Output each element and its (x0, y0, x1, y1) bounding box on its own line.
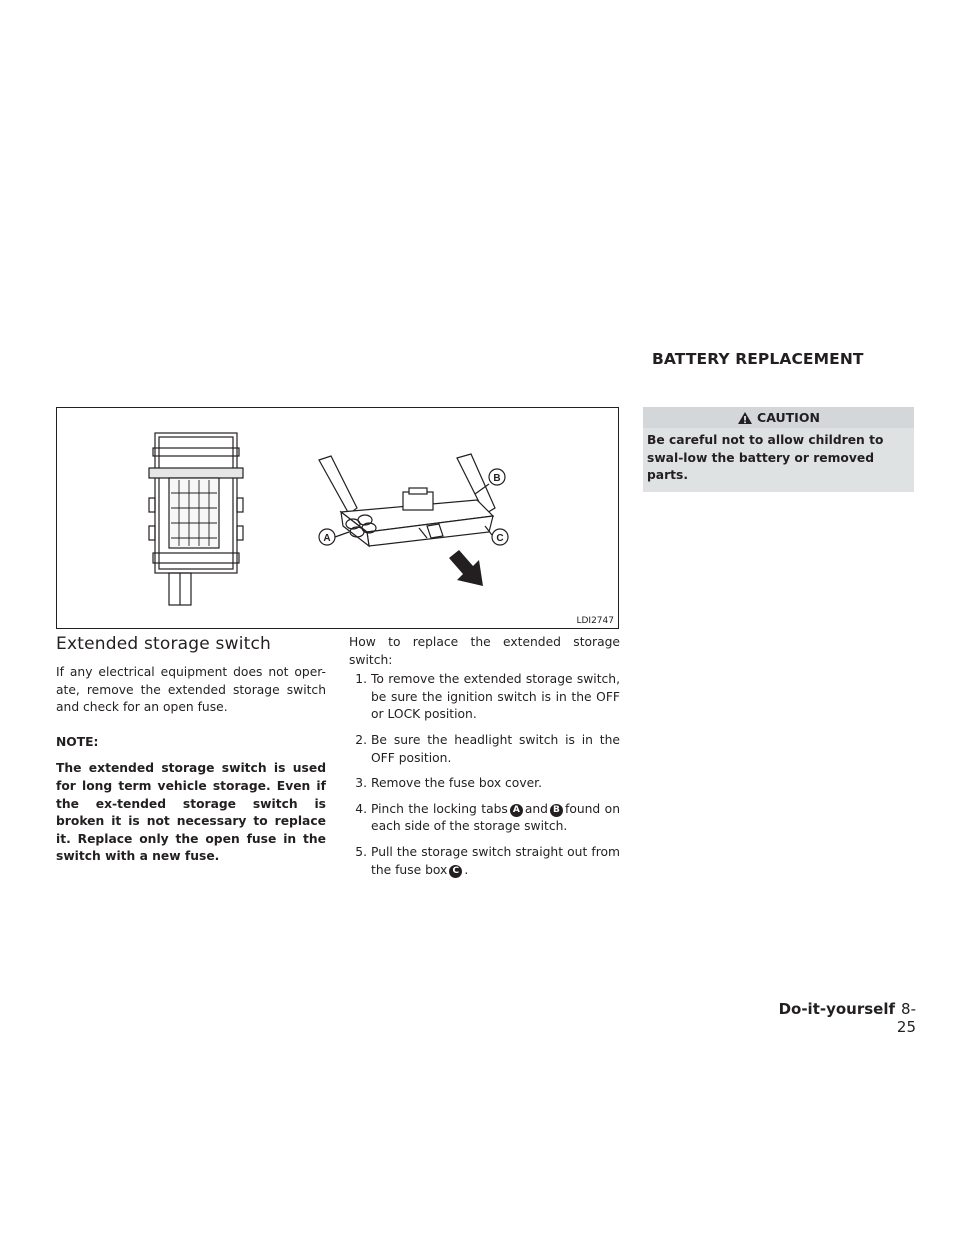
section-heading: BATTERY REPLACEMENT (652, 350, 864, 368)
caution-box (643, 407, 914, 492)
callout-b-label: B (493, 473, 501, 484)
left-column (56, 634, 326, 866)
direction-arrow-icon (449, 550, 483, 586)
caution-text: Be careful not to allow children to swal-low the battery or removed parts. (647, 433, 884, 483)
callout-c-label: C (496, 533, 504, 544)
callout-a-icon: A (510, 804, 523, 817)
middle-column (349, 634, 620, 887)
procedure-step: 3. Remove the fuse box cover. (355, 776, 543, 791)
warning-icon (737, 411, 753, 425)
note-label: NOTE: (56, 734, 99, 749)
procedure-step: 4. Pinch the locking tabs A and B found on each side of the storage switch. (355, 801, 620, 834)
footer-chapter: Do-it-yourself (778, 1000, 896, 1018)
caution-label: CAUTION (757, 410, 820, 425)
procedure-intro: How to replace the extended storage switch: (349, 635, 620, 667)
article-intro: If any electrical equipment does not oper-ate, remove the extended storage switch and check for an open fuse. (56, 665, 326, 715)
caution-header (643, 407, 914, 428)
callout-a-label: A (323, 533, 331, 544)
fuse-box-illustration (57, 408, 619, 629)
procedure-step: 5. Pull the storage switch straight out from the fuse box C . (355, 844, 620, 877)
page-footer (760, 1000, 916, 1036)
page-number: 8-25 (896, 1000, 916, 1036)
figure-code: LDI2747 (576, 616, 614, 626)
callout-c-icon: C (449, 865, 462, 878)
callout-b-icon: B (550, 804, 563, 817)
figure-extended-storage-switch (56, 407, 619, 629)
procedure-step: 1. To remove the extended storage switch, be sure the ignition switch is in the OFF or LOCK position. (355, 672, 620, 722)
procedure-step: 2. Be sure the headlight switch is in the OFF position. (355, 732, 620, 765)
procedure-steps (349, 671, 620, 879)
article-title: Extended storage switch (56, 634, 271, 654)
note-text: The extended storage switch is used for long term vehicle storage. Even if the ex-tended storage switch is broken it is not necessary to replace it. Replace only the open fuse in the switch with a new fuse. (56, 761, 326, 864)
